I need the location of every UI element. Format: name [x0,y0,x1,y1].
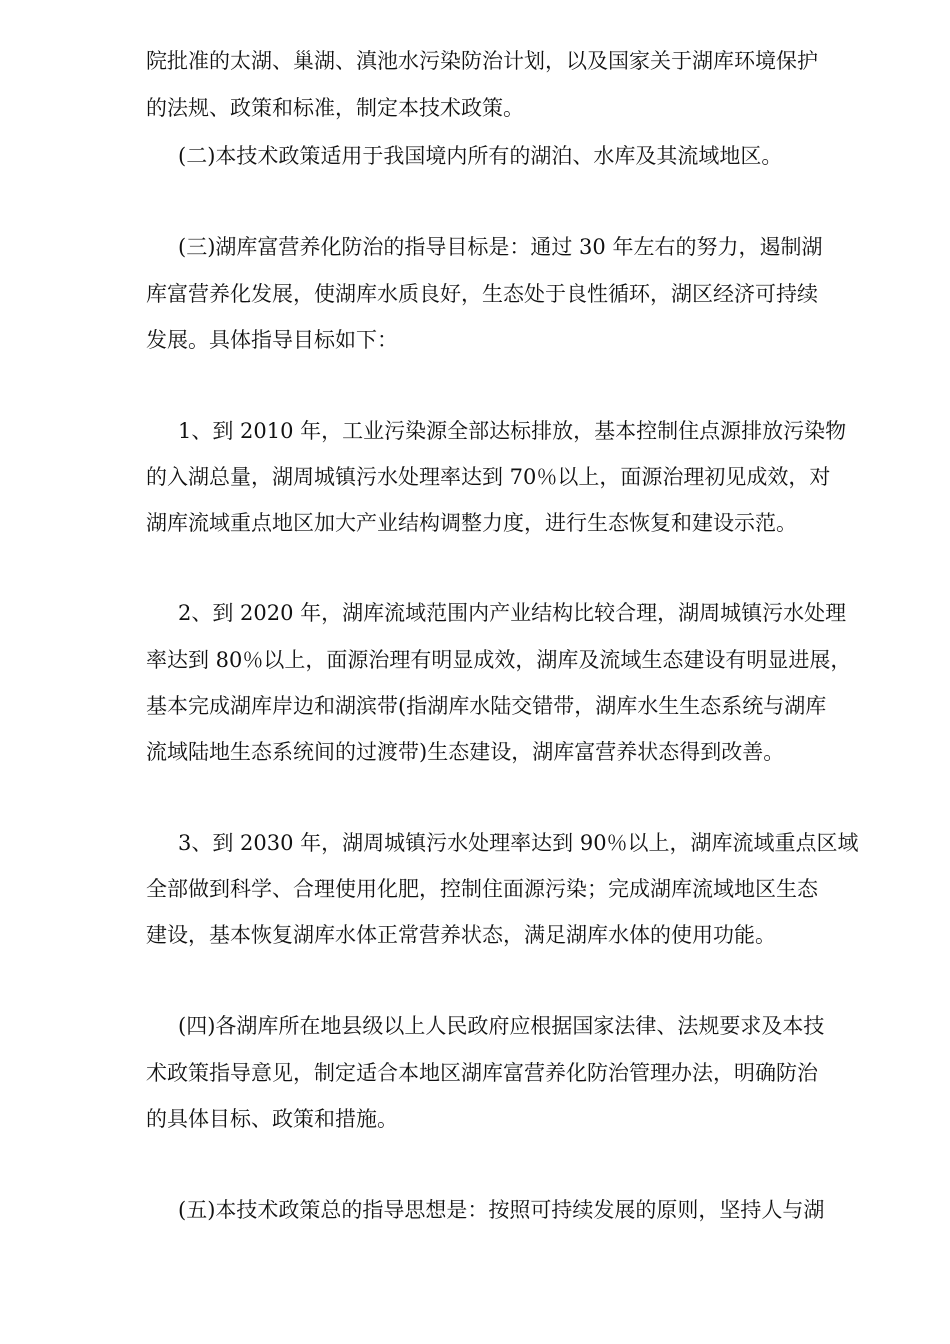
paragraph-3-line-2: 库富营养化发展，使湖库水质良好，生态处于良性循环，湖区经济可持续 [146,282,818,306]
item-1-line-3: 湖库流域重点地区加大产业结构调整力度，进行生态恢复和建设示范。 [146,511,797,535]
paragraph-intro-line-2: 的法规、政策和标准，制定本技术政策。 [146,96,524,120]
paragraph-intro-line-1: 院批准的太湖、巢湖、滇池水污染防治计划，以及国家关于湖库环境保护 [146,49,818,73]
paragraph-4-line-1: (四)各湖库所在地县级以上人民政府应根据国家法律、法规要求及本技 [178,1014,825,1038]
paragraph-4-line-3: 的具体目标、政策和措施。 [146,1107,398,1131]
paragraph-3-line-3: 发展。具体指导目标如下： [146,328,398,352]
paragraph-3-line-1: (三)湖库富营养化防治的指导目标是：通过 30 年左右的努力，遏制湖 [178,235,823,259]
item-2-line-2: 率达到 80％以上，面源治理有明显成效，湖库及流域生态建设有明显进展， [146,648,852,672]
item-2-line-3: 基本完成湖库岸边和湖滨带(指湖库水陆交错带，湖库水生生态系统与湖库 [146,694,827,718]
item-2-line-1: 2、到 2020 年，湖库流域范围内产业结构比较合理，湖周城镇污水处理 [178,601,847,625]
item-3-line-3: 建设，基本恢复湖库水体正常营养状态，满足湖库水体的使用功能。 [146,923,776,947]
item-3-line-1: 3、到 2030 年，湖周城镇污水处理率达到 90％以上，湖库流域重点区域 [178,831,859,855]
item-3-line-2: 全部做到科学、合理使用化肥，控制住面源污染；完成湖库流域地区生态 [146,877,818,901]
paragraph-4-line-2: 术政策指导意见，制定适合本地区湖库富营养化防治管理办法，明确防治 [146,1061,818,1085]
paragraph-2-line-1: (二)本技术政策适用于我国境内所有的湖泊、水库及其流域地区。 [178,144,783,168]
paragraph-5-line-1: (五)本技术政策总的指导思想是：按照可持续发展的原则，坚持人与湖 [178,1198,825,1222]
item-2-line-4: 流域陆地生态系统间的过渡带)生态建设，湖库富营养状态得到改善。 [146,740,785,764]
item-1-line-2: 的入湖总量，湖周城镇污水处理率达到 70％以上，面源治理初见成效，对 [146,465,831,489]
item-1-line-1: 1、到 2010 年，工业污染源全部达标排放，基本控制住点源排放污染物 [178,419,847,443]
